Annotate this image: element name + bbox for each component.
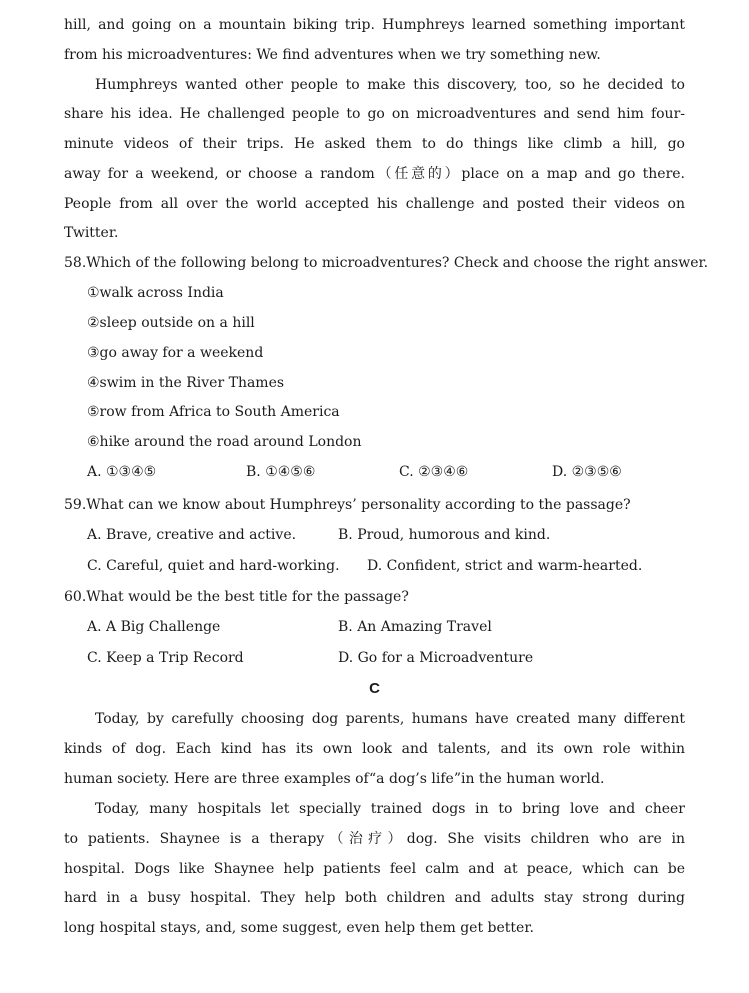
answer-option-d: D. Go for a Microadventure <box>338 650 534 666</box>
passage-line: minute videos of their trips. He asked them to do things like climb a hill, go <box>64 136 685 152</box>
answer-option-c: C. ②③④⑥ <box>399 464 469 480</box>
question-stem: 58.Which of the following belong to microadventures? Check and choose the right answer. <box>64 255 709 271</box>
passage-line: Twitter. <box>64 225 119 241</box>
item-list-entry: ①walk across India <box>87 285 224 301</box>
item-list-entry: ②sleep outside on a hill <box>87 315 255 331</box>
passage-line: hill, and going on a mountain biking trip. Humphreys learned something important <box>64 17 685 33</box>
item-list-entry: ④swim in the River Thames <box>87 375 285 391</box>
passage-line: share his idea. He challenged people to go on microadventures and send him four- <box>64 106 685 122</box>
question-stem: 60.What would be the best title for the passage? <box>64 589 409 605</box>
answer-option-b: B. Proud, humorous and kind. <box>338 527 551 543</box>
passage-line: kinds of dog. Each kind has its own look and talents, and its own role within <box>64 741 685 757</box>
item-list-entry: ③go away for a weekend <box>87 345 264 361</box>
answer-option-b: B. ①④⑤⑥ <box>246 464 316 480</box>
item-list-entry: ⑤row from Africa to South America <box>87 404 340 420</box>
passage-line: Today, by carefully choosing dog parents, humans have created many different <box>95 711 685 727</box>
passage-line: hard in a busy hospital. They help both children and adults stay strong during <box>64 890 685 906</box>
passage-line: People from all over the world accepted his challenge and posted their videos on <box>64 196 685 212</box>
passage-line: long hospital stays, and, some suggest, even help them get better. <box>64 920 534 936</box>
answer-option-a: A. A Big Challenge <box>87 619 221 635</box>
answer-option-a: A. Brave, creative and active. <box>87 527 297 543</box>
answer-option-c: C. Keep a Trip Record <box>87 650 244 666</box>
passage-line: away for a weekend, or choose a random（任意的）place on a map and go there. <box>64 166 685 182</box>
passage-line: hospital. Dogs like Shaynee help patients feel calm and at peace, which can be <box>64 861 685 877</box>
question-stem: 59.What can we know about Humphreys’ personality according to the passage? <box>64 497 631 513</box>
answer-option-d: D. ②③⑤⑥ <box>552 464 622 480</box>
answer-option-a: A. ①③④⑤ <box>87 464 157 480</box>
item-list-entry: ⑥hike around the road around London <box>87 434 362 450</box>
passage-line: Today, many hospitals let specially trained dogs in to bring love and cheer <box>95 801 685 817</box>
passage-line: to patients. Shaynee is a therapy（治疗）dog. She visits children who are in <box>64 831 685 847</box>
passage-line: Humphreys wanted other people to make this discovery, too, so he decided to <box>95 77 685 93</box>
section-heading: C <box>369 680 380 697</box>
answer-option-b: B. An Amazing Travel <box>338 619 492 635</box>
answer-option-d: D. Confident, strict and warm-hearted. <box>367 558 643 574</box>
answer-option-c: C. Careful, quiet and hard-working. <box>87 558 340 574</box>
passage-line: from his microadventures: We find adventures when we try something new. <box>64 47 601 63</box>
passage-line: human society. Here are three examples of“a dog’s life”in the human world. <box>64 771 605 787</box>
